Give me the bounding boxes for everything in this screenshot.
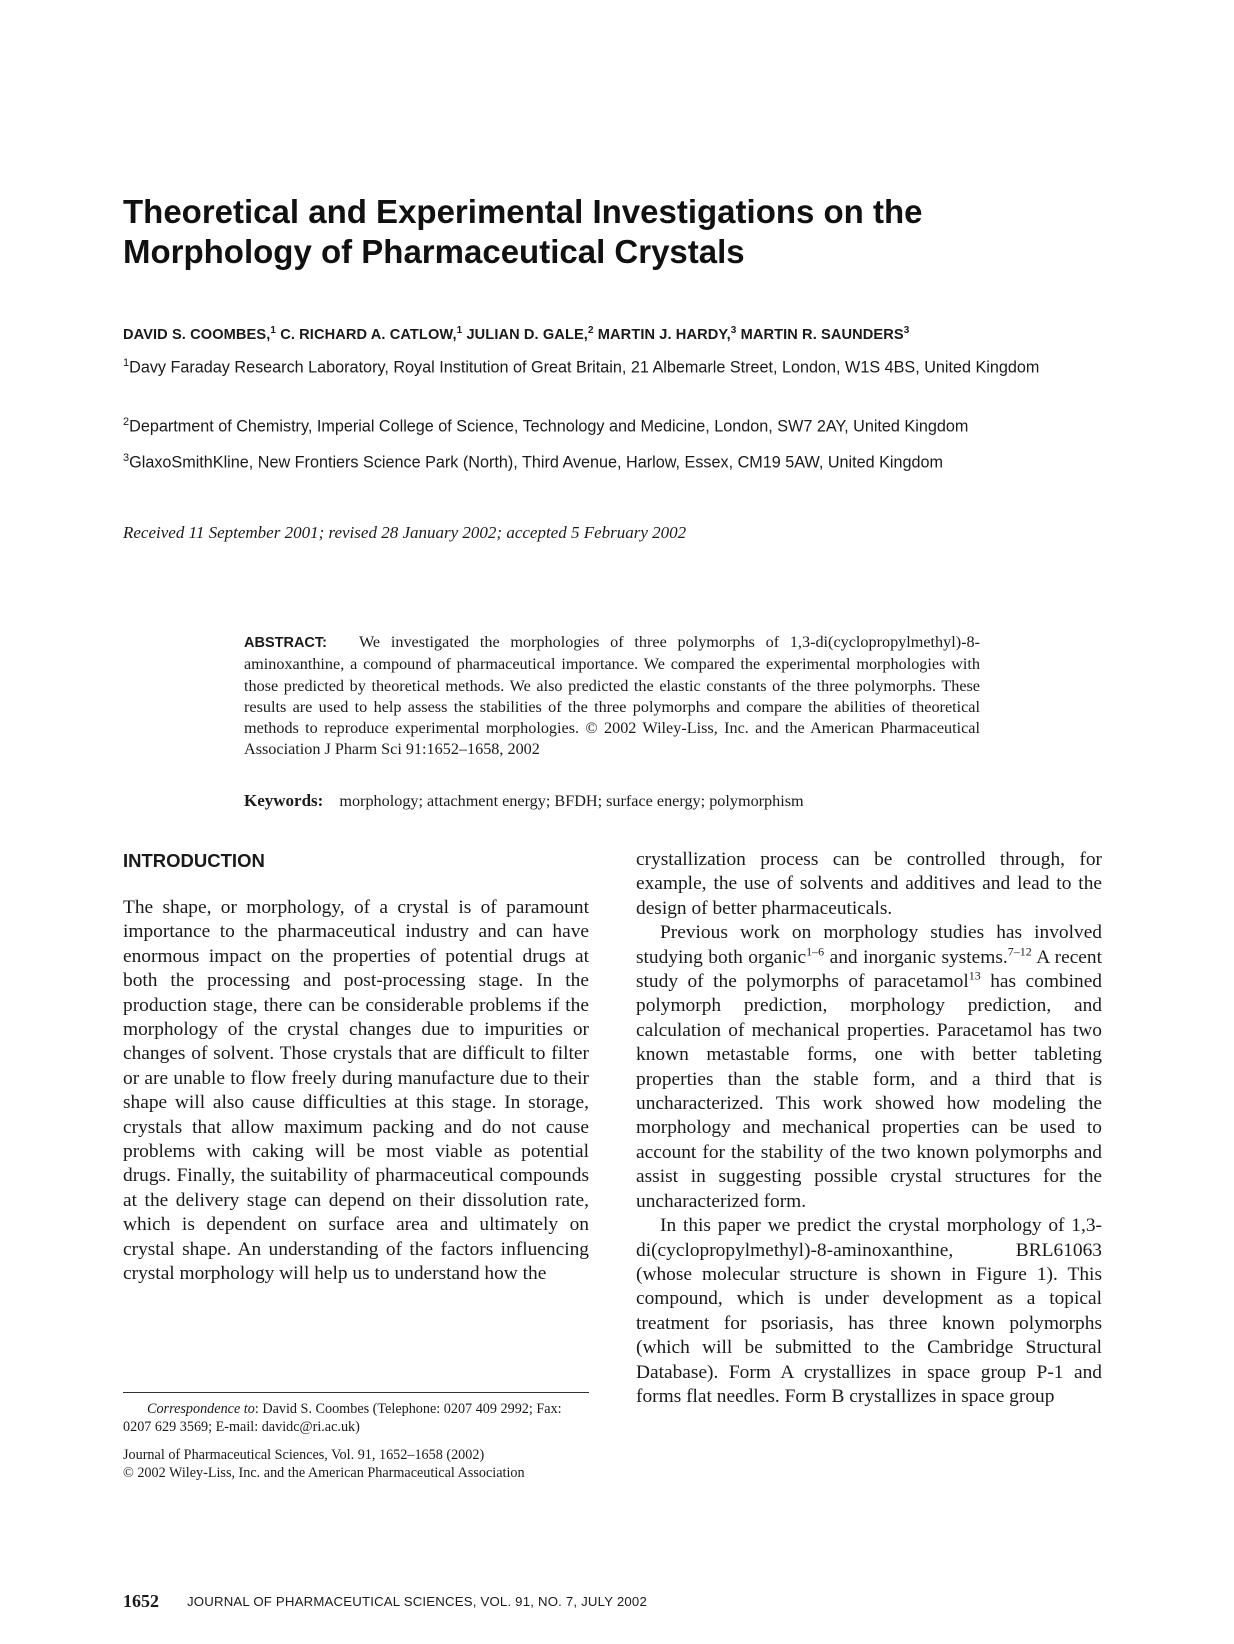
abstract-text: We investigated the morphologies of three polymorphs of 1,3-di(cyclopropylmethyl)-8-aminoxanthine, a compound of pharmaceutical importance. We compared the experimental morphologies with those predicted by theoretical methods. We also predicted the elastic constants of the three polymorphs. These results are used to help assess the stabilities of the three polymorphs and compare the abilities of theoretical methods to reproduce experimental morphologies. © 2002 Wiley-Liss, Inc. and the American Pharmaceutical Association J Pharm Sci 91:1652–1658, 2002 (244, 633, 980, 759)
intro-paragraph-3: In this paper we predict the crystal morphology of 1,3-di(cyclopropylmethyl)-8-aminoxanthine, BRL61063 (whose molecular structure is shown in Figure 1). This compound, which is under development as a topical treatment for psoriasis, has three known polymorphs (which will be submitted to the Cambridge Structural Database). Form A crystallizes in space group P-1 and forms flat needles. Form B crystallizes in space group (636, 1215, 1102, 1407)
section-heading-introduction: INTRODUCTION (123, 850, 265, 871)
title-line-2: Morphology of Pharmaceutical Crystals (123, 233, 745, 270)
intro-paragraph-1-continued: crystallization process can be controlled through, for example, the use of solvents and additives and lead to the design of better pharmaceuticals. (636, 849, 1102, 919)
intro-paragraph-2: Previous work on morphology studies has involved studying both organic$^{1-6}$ and inorganic systems.$^{7-12}$ A recent study of the polymorphs of paracetamol$^{13}$ has combined polymorph prediction, morphology prediction, and calculation of mechanical properties. Paracetamol has two known metastable forms, one with better tableting properties than the stable form, and a third that is uncharacterized. This work showed how modeling the morphology and mechanical properties can be used to account for the stability of the two known polymorphs and assist in suggesting possible crystal structures for the uncharacterized form. (636, 922, 1102, 1212)
column-right (636, 848, 1102, 1409)
author-list (123, 325, 1123, 343)
citation-ref: 7–12 (1007, 944, 1032, 959)
intro-paragraph-1: The shape, or morphology, of a crystal is of paramount importance to the pharmaceutical industry and can have enormous impact on the properties of potential drugs at both the processing and post-processing stage. In the production stage, there can be considerable problems if the morphology of the crystal changes due to impurities or changes of solvent. Those crystals that are difficult to filter or are unable to flow freely during manufacture due to their shape will also cause difficulties at this stage. In storage, crystals that allow maximum packing and do not cause problems with caking will be most viable as potential drugs. Finally, the suitability of pharmaceutical compounds at the delivery stage can depend on their dissolution rate, which is dependent on surface area and ultimately on crystal shape. An understanding of the factors influencing crystal morphology will help us to understand how the (123, 897, 589, 1285)
affiliation-2: $^2$Department of Chemistry, Imperial College of Science, Technology and Medicine, London, SW7 2AY, United Kingdom (123, 416, 969, 436)
abstract-label: ABSTRACT: (244, 635, 327, 651)
title-line-1: Theoretical and Experimental Investigations on the (123, 193, 923, 230)
author-4: MARTIN J. HARDY,$^3$ (597, 325, 737, 343)
abstract (244, 632, 980, 761)
page-number: 1652 (123, 1591, 159, 1611)
affiliation-3: $^3$GlaxoSmithKline, New Frontiers Science Park (North), Third Avenue, Harlow, Essex, CM19 5AW, United Kingdom (123, 452, 944, 472)
keywords (244, 791, 1004, 811)
footnote-divider (123, 1392, 589, 1393)
keywords-label: Keywords: (244, 791, 324, 810)
article-title (123, 192, 1123, 272)
author-3: JULIAN D. GALE,$^2$ (466, 325, 594, 343)
author-5: MARTIN R. SAUNDERS$^3$ (740, 325, 910, 343)
keywords-text: morphology; attachment energy; BFDH; surface energy; polymorphism (339, 792, 804, 810)
citation-ref: 1–6 (806, 944, 825, 959)
footnote-correspondence: Correspondence to: David S. Coombes (Telephone: 0207 409 2992; Fax: 0207 629 3569; E-mail: davidc@ri.ac.uk) (123, 1401, 562, 1435)
received-dates: Received 11 September 2001; revised 28 January 2002; accepted 5 February 2002 (123, 523, 687, 542)
author-2: C. RICHARD A. CATLOW,$^1$ (280, 325, 463, 343)
affiliation-1: $^1$Davy Faraday Research Laboratory, Royal Institution of Great Britain, 21 Albemarle Street, London, W1S 4BS, United Kingdom (123, 357, 1040, 377)
column-left (123, 896, 589, 1287)
author-1: DAVID S. COOMBES,$^1$ (123, 325, 277, 343)
running-head: JOURNAL OF PHARMACEUTICAL SCIENCES, VOL. 91, NO. 7, JULY 2002 (187, 1594, 647, 1609)
citation-ref: 13 (968, 968, 981, 983)
footnote-journal: Journal of Pharmaceutical Sciences, Vol. 91, 1652–1658 (2002) © 2002 Wiley-Liss, Inc. and the American Pharmaceutical Association (123, 1447, 525, 1481)
